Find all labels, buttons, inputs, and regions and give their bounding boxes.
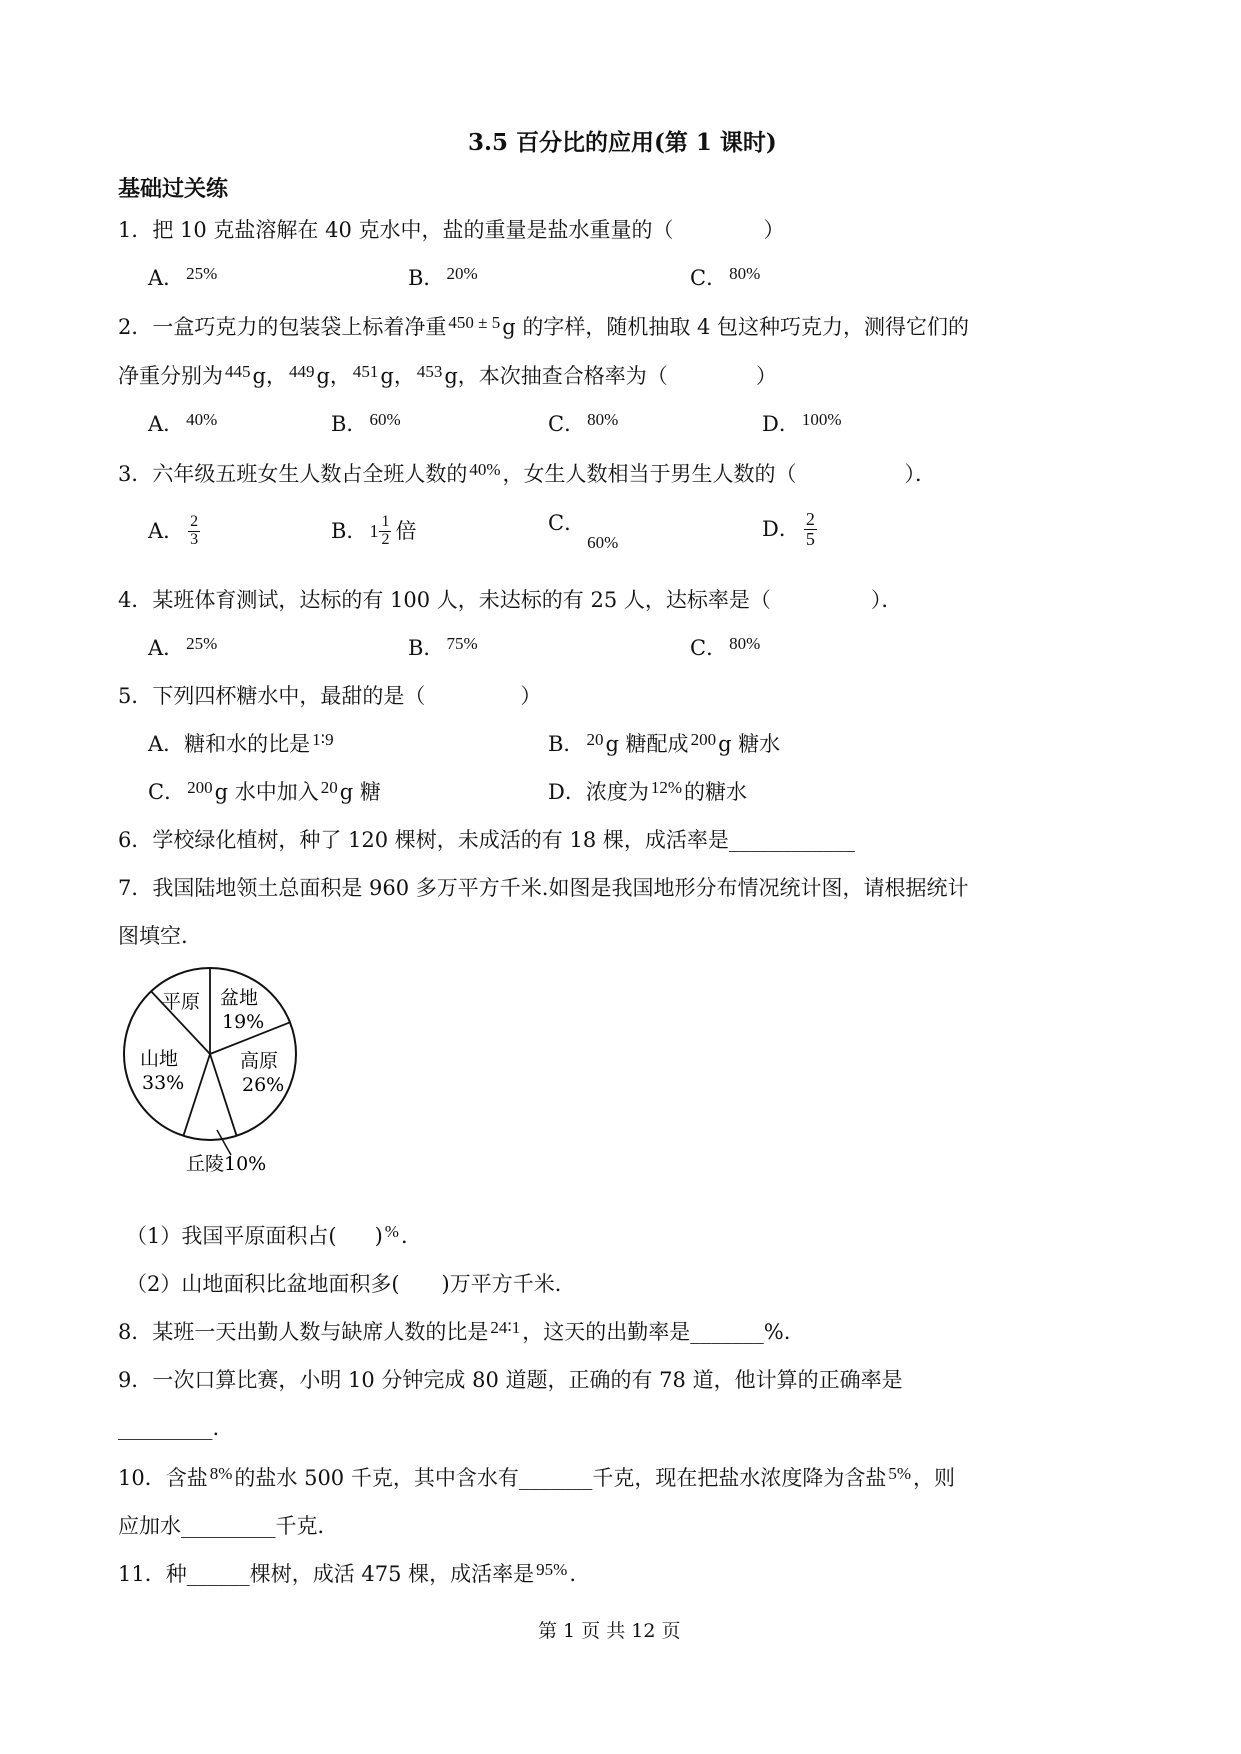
q5-option-a[interactable]: A．糖和水的比是 $^{1∶9}$ — [148, 730, 334, 756]
hills-leader-line — [217, 1130, 231, 1155]
q3-option-c[interactable]: C．$_{60\%}$ — [548, 511, 619, 552]
question-8: 8．某班一天出勤人数与缺席人数的比是 $^{24∶1}$，这天的出勤率是_______%. — [118, 1318, 791, 1344]
question-7-sub-1: （1）我国平原面积占( ) %． — [126, 1222, 422, 1248]
question-2-line-1: 2．一盒巧克力的包装袋上标着净重 $^{450 \pm 5}$g 的字样，随机抽取 4 包这种巧克力，测得它们的 — [118, 313, 970, 339]
q4-option-c[interactable]: C． $^{80\%}$ — [690, 634, 761, 660]
q5-option-d[interactable]: D．浓度为 $^{12\%}$的糖水 — [548, 778, 748, 804]
pie-slice-boundary — [210, 1054, 237, 1136]
terrain-pie-chart — [100, 960, 330, 1180]
question-4: 4．某班体育测试，达标的有 100 人，未达标的有 25 人，达标率是（ ）． — [118, 588, 903, 612]
q2-option-a[interactable]: A． $^{40\%}$ — [148, 410, 218, 436]
question-11: 11．种______棵树，成活 475 棵，成活率是 $^{95\%}$. — [118, 1560, 577, 1586]
slice-label-hills: 丘陵10% — [186, 1153, 267, 1175]
question-3: 3．六年级五班女生人数占全班人数的 $^{40\%}$，女生人数相当于男生人数的（ ）． — [118, 460, 937, 486]
question-2-line-2: 净重分别为 $^{445}$g， $^{449}$g， $^{451}$g， $^{453}$g，本次抽查合格率为（ ） — [118, 362, 777, 388]
slice-value-mountain: 33% — [142, 1072, 185, 1094]
q3-option-a[interactable]: A． $\frac{2}{3}$ — [148, 513, 199, 548]
q2-option-d[interactable]: D． $^{100\%}$ — [762, 410, 842, 436]
q1-option-c[interactable]: C． $^{80\%}$ — [690, 264, 761, 290]
question-10-line-2: 应加水_________千克． — [118, 1514, 339, 1538]
page-title: 3.5 百分比的应用(第 1 课时) — [468, 129, 777, 156]
page-footer: 第 1 页 共 12 页 — [538, 1620, 681, 1642]
question-10-line-1: 10．含盐 $^{8\%}$的盐水 500 千克，其中含水有_______千克，现在把盐水浓度降为含盐 $^{5\%}$，则 — [118, 1464, 956, 1490]
question-5: 5．下列四杯糖水中，最甜的是（ ） — [118, 684, 542, 708]
q1-option-b[interactable]: B． $^{20\%}$ — [408, 264, 478, 290]
slice-label-mountain: 山地 — [140, 1048, 179, 1070]
q3-option-d[interactable]: D． $\frac{2}{5}$ — [762, 509, 815, 549]
section-heading: 基础过关练 — [118, 176, 229, 202]
q5-option-c[interactable]: C． $^{200}$g 水中加入 $^{20}$g 糖 — [148, 778, 381, 804]
question-7-line-2: 图填空. — [118, 924, 188, 948]
q4-option-a[interactable]: A． $^{25\%}$ — [148, 634, 218, 660]
q2-option-c[interactable]: C． $^{80\%}$ — [548, 410, 619, 436]
slice-value-plateau: 26% — [242, 1074, 285, 1096]
q4-option-b[interactable]: B． $^{75\%}$ — [408, 634, 478, 660]
question-1-close: ） — [763, 218, 785, 242]
question-6: 6．学校绿化植树，种了 120 棵树，未成活的有 18 棵，成活率是____________ — [118, 828, 855, 852]
q5-option-b[interactable]: B． $^{20}$g 糖配成 $^{200}$g 糖水 — [548, 730, 781, 756]
q3-option-b[interactable]: B． 1 $\frac{1}{2}$ 倍 — [331, 513, 417, 548]
question-9-line-1: 9．一次口算比赛，小明 10 分钟完成 80 道题，正确的有 78 道，他计算的正确率是 — [118, 1368, 903, 1392]
question-7-sub-2: （2）山地面积比盆地面积多( )万平方千米． — [126, 1272, 576, 1296]
pie-slice-boundary — [183, 1054, 210, 1136]
slice-value-basin: 19% — [222, 1011, 265, 1033]
question-7-line-1: 7．我国陆地领土总面积是 960 多万平方千米.如图是我国地形分布情况统计图，请根据统计 — [118, 876, 969, 900]
question-9-line-2: _________. — [118, 1416, 220, 1440]
q2-option-b[interactable]: B． $^{60\%}$ — [331, 410, 401, 436]
slice-label-plain: 平原 — [162, 991, 201, 1013]
question-1-text: 1．把 10 克盐溶解在 40 克水中，盐的重量是盐水重量的（ — [118, 218, 674, 242]
slice-label-plateau: 高原 — [240, 1050, 279, 1072]
slice-label-basin: 盆地 — [220, 987, 259, 1009]
question-1 — [118, 220, 785, 241]
q1-option-a[interactable]: A． $^{25\%}$ — [148, 264, 218, 290]
